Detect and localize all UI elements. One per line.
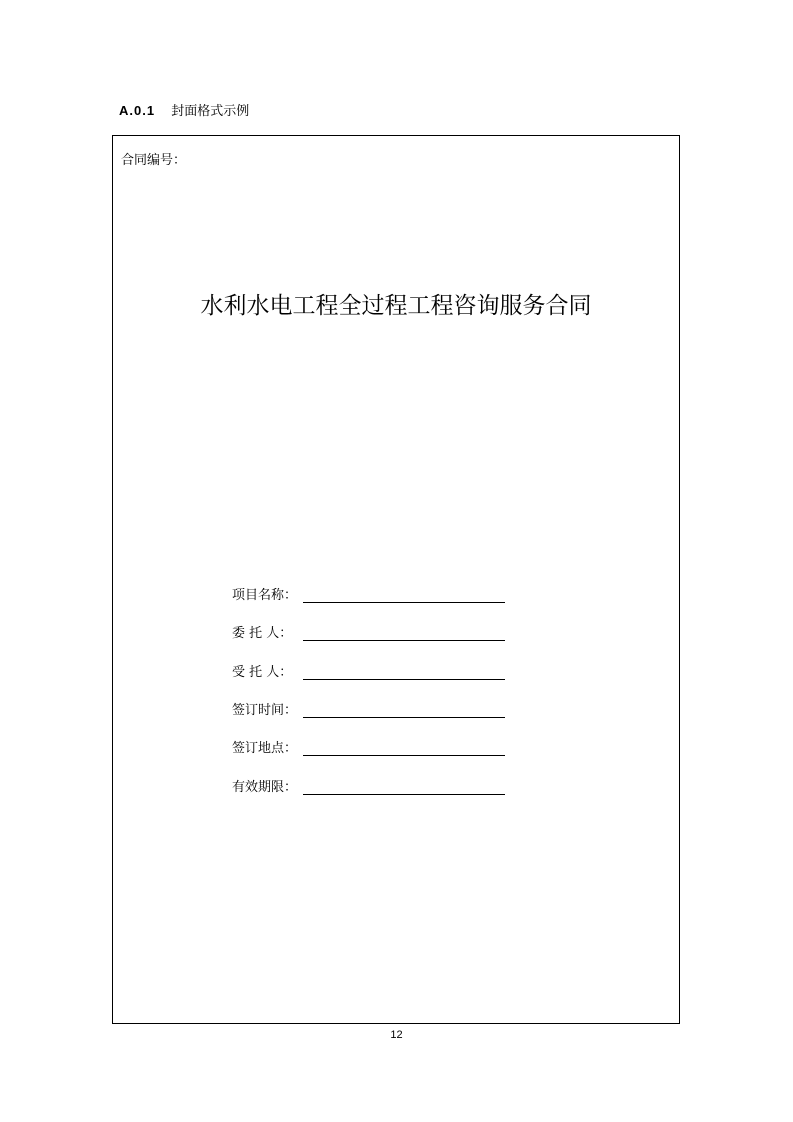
contract-number-label: 合同编号： [121, 153, 187, 168]
field-signing-date [232, 700, 512, 722]
field-label: 签订地点： [232, 741, 298, 756]
field-underline [303, 794, 505, 795]
field-underline [303, 602, 505, 603]
field-label: 委 托 人： [232, 626, 293, 641]
field-underline [303, 679, 505, 680]
cover-frame [112, 135, 680, 1024]
field-signing-place [232, 738, 512, 760]
field-underline [303, 717, 505, 718]
field-label: 有效期限： [232, 780, 298, 795]
section-number: A.0.1 [119, 103, 156, 118]
section-heading [119, 102, 249, 121]
field-client [232, 623, 512, 645]
page-number: 12 [390, 1029, 403, 1041]
contract-title: 水利水电工程全过程工程咨询服务合同 [200, 293, 592, 319]
field-label: 受 托 人： [232, 665, 293, 680]
field-underline [303, 755, 505, 756]
field-label: 签订时间： [232, 703, 298, 718]
field-contractor [232, 662, 512, 684]
field-underline [303, 640, 505, 641]
field-validity-period [232, 777, 512, 799]
field-label: 项目名称： [232, 588, 298, 603]
section-title: 封面格式示例 [171, 104, 250, 119]
field-project-name [232, 585, 512, 607]
